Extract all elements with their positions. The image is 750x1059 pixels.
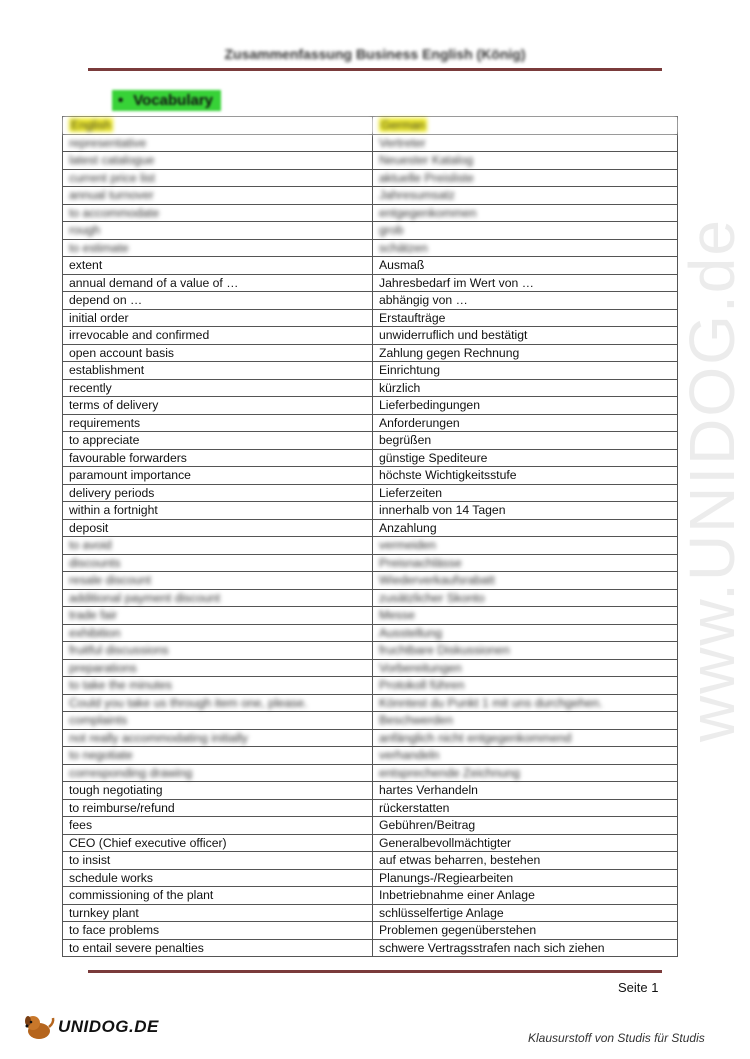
english-term-cell: tough negotiating [63, 782, 373, 800]
english-term-cell: irrevocable and confirmed [63, 327, 373, 345]
table-row [63, 694, 678, 712]
english-term-cell: to avoid [63, 537, 373, 555]
german-term-cell: verhandeln [373, 747, 678, 765]
english-term-cell: rough [63, 222, 373, 240]
german-term-cell: höchste Wichtigkeitsstufe [373, 467, 678, 485]
german-term-cell: grob [373, 222, 678, 240]
english-term-cell: schedule works [63, 869, 373, 887]
german-term-cell: begrüßen [373, 432, 678, 450]
english-term-cell: within a fortnight [63, 502, 373, 520]
german-term-cell: entsprechende Zeichnung [373, 764, 678, 782]
table-row [63, 169, 678, 187]
german-term-cell: Ausstellung [373, 624, 678, 642]
english-term-cell: depend on … [63, 292, 373, 310]
english-term-cell: to negotiate [63, 747, 373, 765]
table-row [63, 449, 678, 467]
english-term-cell: complaints [63, 712, 373, 730]
table-row [63, 379, 678, 397]
table-row [63, 204, 678, 222]
german-term-cell: innerhalb von 14 Tagen [373, 502, 678, 520]
english-term-cell: paramount importance [63, 467, 373, 485]
english-term-cell: fees [63, 817, 373, 835]
english-term-cell: current price list [63, 169, 373, 187]
german-term-cell: auf etwas beharren, bestehen [373, 852, 678, 870]
german-term-cell: fruchtbare Diskussionen [373, 642, 678, 660]
german-term-cell: unwiderruflich und bestätigt [373, 327, 678, 345]
german-term-cell: entgegenkommen [373, 204, 678, 222]
title-divider [88, 68, 662, 71]
german-term-cell: Wiederverkaufsrabatt [373, 572, 678, 590]
german-term-cell: Protokoll führen [373, 677, 678, 695]
english-term-cell: favourable forwarders [63, 449, 373, 467]
german-term-cell: abhängig von … [373, 292, 678, 310]
german-term-cell: Inbetriebnahme einer Anlage [373, 887, 678, 905]
german-term-cell: Neuester Katalog [373, 152, 678, 170]
table-row [63, 624, 678, 642]
watermark-text: www.UNIDOG.de [676, 218, 748, 742]
german-term-cell: Könntest du Punkt 1 mit uns durchgehen. [373, 694, 678, 712]
bullet-icon: • [118, 92, 124, 109]
table-row [63, 134, 678, 152]
page-number: Seite 1 [618, 980, 659, 995]
english-term-cell: to estimate [63, 239, 373, 257]
english-term-cell: to face problems [63, 922, 373, 940]
dog-logo-icon [22, 1013, 56, 1041]
german-term-cell: Vorbereitungen [373, 659, 678, 677]
english-term-cell: requirements [63, 414, 373, 432]
table-row [63, 432, 678, 450]
table-row [63, 537, 678, 555]
table-row [63, 939, 678, 957]
table-row [63, 677, 678, 695]
english-term-cell: turnkey plant [63, 904, 373, 922]
german-term-cell: vermeiden [373, 537, 678, 555]
german-term-cell: günstige Spediteure [373, 449, 678, 467]
table-row [63, 817, 678, 835]
vocabulary-table [62, 116, 678, 957]
english-term-cell: terms of delivery [63, 397, 373, 415]
german-term-cell: Ausmaß [373, 257, 678, 275]
german-term-cell: hartes Verhandeln [373, 782, 678, 800]
table-row [63, 484, 678, 502]
header-label-german: German [381, 118, 426, 133]
german-term-cell: Vertreter [373, 134, 678, 152]
german-term-cell: Erstaufträge [373, 309, 678, 327]
german-term-cell: Anforderungen [373, 414, 678, 432]
german-term-cell: Planungs-/Regiearbeiten [373, 869, 678, 887]
german-term-cell: Einrichtung [373, 362, 678, 380]
german-term-cell: Problemen gegenüberstehen [373, 922, 678, 940]
table-row [63, 764, 678, 782]
german-term-cell: Gebühren/Beitrag [373, 817, 678, 835]
english-term-cell: annual turnover [63, 187, 373, 205]
german-term-cell: Generalbevollmächtigter [373, 834, 678, 852]
english-term-cell: Could you take us through item one, please. [63, 694, 373, 712]
english-term-cell: open account basis [63, 344, 373, 362]
german-term-cell: anfänglich nicht entgegenkommend [373, 729, 678, 747]
table-row [63, 344, 678, 362]
logo-text: UNIDOG.DE [58, 1017, 159, 1036]
table-row [63, 922, 678, 940]
table-row [63, 292, 678, 310]
english-term-cell: initial order [63, 309, 373, 327]
german-term-cell: rückerstatten [373, 799, 678, 817]
table-row [63, 554, 678, 572]
english-term-cell: commissioning of the plant [63, 887, 373, 905]
table-row [63, 747, 678, 765]
english-term-cell: corresponding drawing [63, 764, 373, 782]
table-row [63, 309, 678, 327]
table-row [63, 642, 678, 660]
table-row [63, 852, 678, 870]
english-term-cell: establishment [63, 362, 373, 380]
table-header-row [63, 117, 678, 135]
table-row [63, 904, 678, 922]
table-row [63, 572, 678, 590]
english-term-cell: to accommodate [63, 204, 373, 222]
site-logo [22, 1013, 159, 1041]
german-term-cell: schlüsselfertige Anlage [373, 904, 678, 922]
vocabulary-table-body [63, 117, 678, 957]
table-row [63, 327, 678, 345]
german-term-cell: aktuelle Preisliste [373, 169, 678, 187]
document-title: Zusammenfassung Business English (König) [224, 46, 526, 62]
table-row [63, 659, 678, 677]
footer-divider [88, 970, 662, 973]
table-row [63, 187, 678, 205]
english-term-cell: to appreciate [63, 432, 373, 450]
english-term-cell: resale discount [63, 572, 373, 590]
header-cell-english [63, 117, 373, 135]
english-term-cell: to insist [63, 852, 373, 870]
table-row [63, 834, 678, 852]
english-term-cell: extent [63, 257, 373, 275]
english-term-cell: annual demand of a value of … [63, 274, 373, 292]
german-term-cell: zusätzlicher Skonto [373, 589, 678, 607]
table-row [63, 729, 678, 747]
table-row [63, 239, 678, 257]
english-term-cell: to take the minutes [63, 677, 373, 695]
table-row [63, 519, 678, 537]
footer-tagline: Klausurstoff von Studis für Studis [528, 1031, 705, 1045]
table-row [63, 887, 678, 905]
german-term-cell: Jahresbedarf im Wert von … [373, 274, 678, 292]
english-term-cell: latest catalogue [63, 152, 373, 170]
header-label-english: English [71, 118, 111, 133]
header-cell-german [373, 117, 678, 135]
english-term-cell: trade fair [63, 607, 373, 625]
table-row [63, 502, 678, 520]
english-term-cell: to reimburse/refund [63, 799, 373, 817]
german-term-cell: kürzlich [373, 379, 678, 397]
german-term-cell: schätzen [373, 239, 678, 257]
table-row [63, 712, 678, 730]
english-term-cell: CEO (Chief executive officer) [63, 834, 373, 852]
german-term-cell: Preisnachlässe [373, 554, 678, 572]
german-term-cell: schwere Vertragsstrafen nach sich ziehen [373, 939, 678, 957]
english-term-cell: recently [63, 379, 373, 397]
section-title: Vocabulary [133, 92, 214, 109]
table-row [63, 274, 678, 292]
table-row [63, 397, 678, 415]
english-term-cell: exhibition [63, 624, 373, 642]
english-term-cell: discounts [63, 554, 373, 572]
english-term-cell: delivery periods [63, 484, 373, 502]
table-row [63, 799, 678, 817]
table-row [63, 152, 678, 170]
table-row [63, 607, 678, 625]
table-row [63, 589, 678, 607]
german-term-cell: Lieferzeiten [373, 484, 678, 502]
german-term-cell: Messe [373, 607, 678, 625]
german-term-cell: Lieferbedingungen [373, 397, 678, 415]
german-term-cell: Jahresumsatz [373, 187, 678, 205]
english-term-cell: deposit [63, 519, 373, 537]
table-row [63, 414, 678, 432]
table-row [63, 362, 678, 380]
english-term-cell: not really accommodating initially [63, 729, 373, 747]
english-term-cell: additional payment discount [63, 589, 373, 607]
table-row [63, 257, 678, 275]
english-term-cell: to entail severe penalties [63, 939, 373, 957]
german-term-cell: Anzahlung [373, 519, 678, 537]
section-heading [112, 90, 221, 111]
table-row [63, 869, 678, 887]
english-term-cell: representative [63, 134, 373, 152]
table-row [63, 222, 678, 240]
table-row [63, 467, 678, 485]
table-row [63, 782, 678, 800]
english-term-cell: preparations [63, 659, 373, 677]
english-term-cell: fruitful discussions [63, 642, 373, 660]
german-term-cell: Zahlung gegen Rechnung [373, 344, 678, 362]
german-term-cell: Beschwerden [373, 712, 678, 730]
